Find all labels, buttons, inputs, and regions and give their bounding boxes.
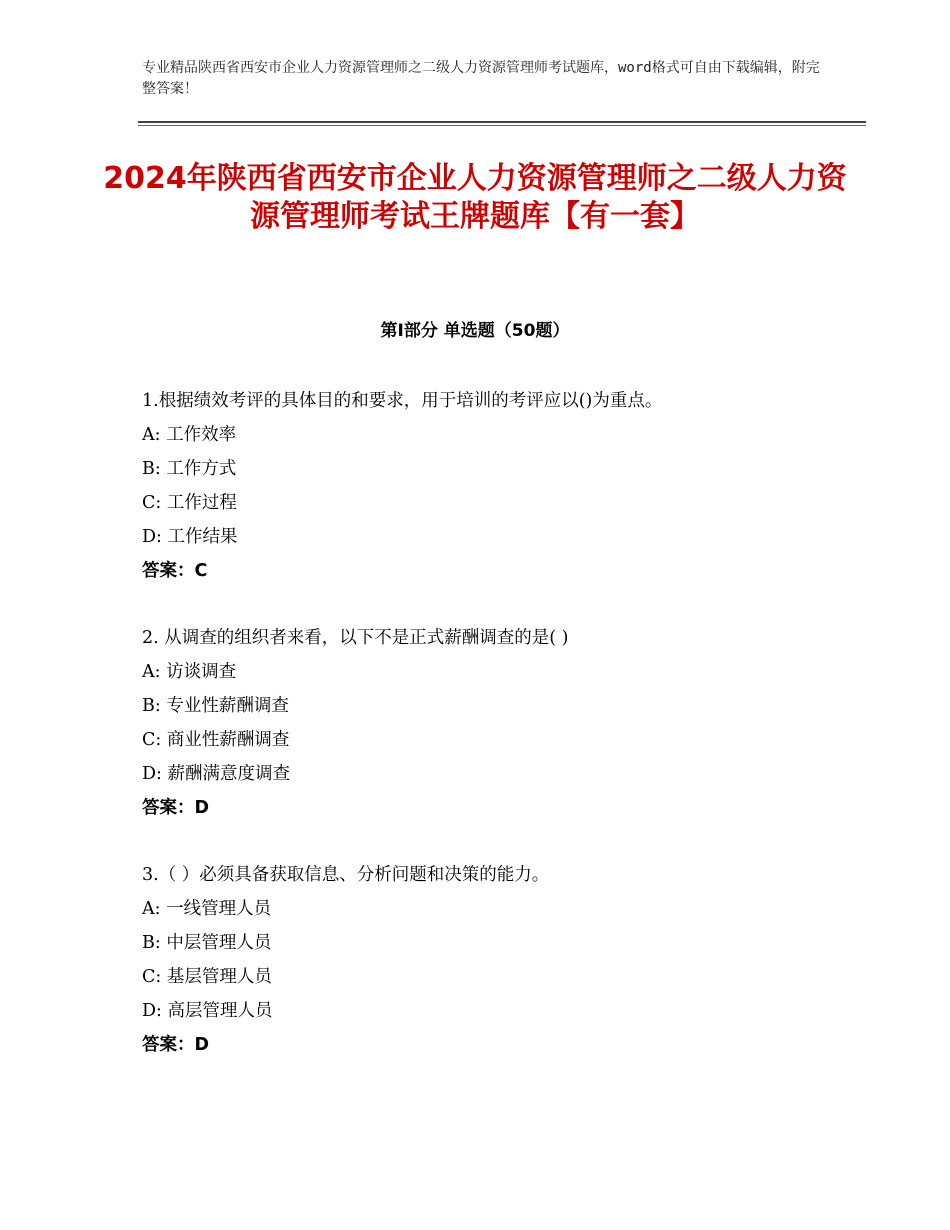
question-stem: 3.（ ）必须具备获取信息、分析问题和决策的能力。 [142,865,550,885]
option-d: D: 工作结果 [142,527,238,547]
question-2 [142,621,842,825]
header-divider [138,121,866,123]
header-note: 专业精品陕西省西安市企业人力资源管理师之二级人力资源管理师考试题库，word格式可自由下载编辑，附完整答案！ [142,60,820,97]
option-a: A: 一线管理人员 [142,899,272,919]
answer: 答案：D [142,798,210,818]
question-stem: 1.根据绩效考评的具体目的和要求，用于培训的考评应以()为重点。 [142,391,663,411]
option-c: C: 工作过程 [142,493,237,513]
question-3 [142,858,842,1062]
answer: 答案：D [142,1035,210,1055]
option-d: D: 高层管理人员 [142,1001,273,1021]
header-divider-thin [138,125,866,126]
section-heading: 第Ⅰ部分 单选题（50题） [380,321,570,341]
document-title: 2024年陕西省西安市企业人力资源管理师之二级人力资源管理师考试王牌题库【有一套】 [103,161,847,234]
answer: 答案：C [142,561,208,581]
option-b: B: 中层管理人员 [142,933,272,953]
question-1 [142,384,842,588]
question-list [142,384,842,1095]
option-a: A: 访谈调查 [142,662,237,682]
option-d: D: 薪酬满意度调查 [142,764,290,784]
option-b: B: 工作方式 [142,459,237,479]
option-c: C: 基层管理人员 [142,967,272,987]
option-a: A: 工作效率 [142,425,237,445]
option-c: C: 商业性薪酬调查 [142,730,290,750]
option-b: B: 专业性薪酬调查 [142,696,289,716]
question-stem: 2. 从调查的组织者来看，以下不是正式薪酬调查的是( ) [142,628,569,648]
